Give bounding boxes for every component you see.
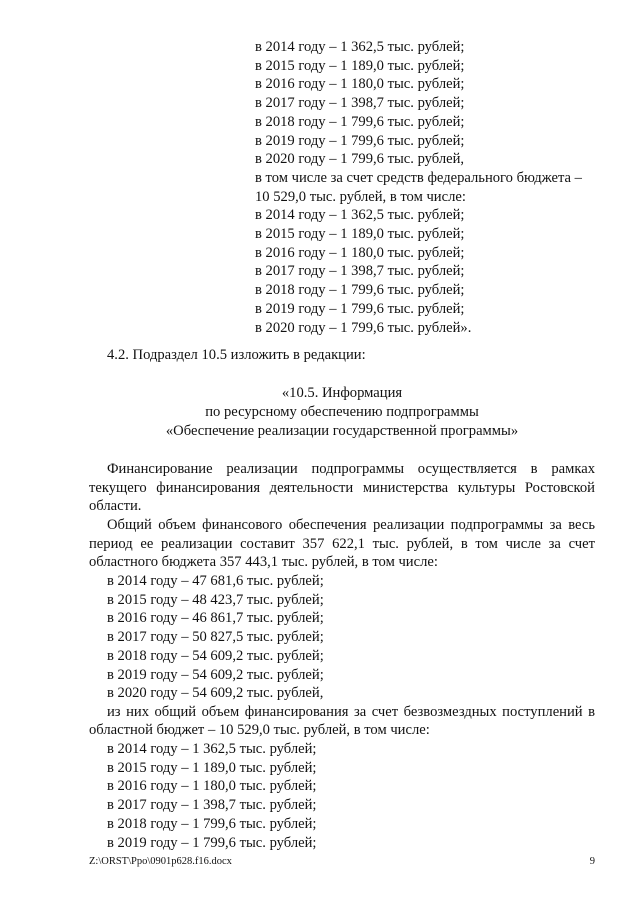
paragraph-2-line-2: период ее реализации составит 357 622,1 тыс. рублей, в том числе за счет — [89, 536, 595, 552]
list-item: в 2015 году – 1 189,0 тыс. рублей; — [255, 57, 465, 74]
list-item: в том числе за счет средств федерального бюджета – — [255, 169, 582, 186]
section-heading-line-3: «Обеспечение реализации государственной программы» — [165, 423, 519, 439]
list-item: в 2016 году – 1 180,0 тыс. рублей; — [255, 76, 465, 93]
page-number: 9 — [589, 856, 595, 867]
list-item: в 2017 году – 1 398,7 тыс. рублей; — [255, 95, 465, 112]
section-heading-line-2: по ресурсному обеспечению подпрограммы — [205, 404, 479, 420]
list-item: в 2019 году – 54 609,2 тыс. рублей; — [107, 666, 324, 683]
list-item: в 2019 году – 1 799,6 тыс. рублей; — [107, 834, 317, 851]
footer-file-path: Z:\ORST\Ppo\0901p628.f16.docx — [89, 856, 232, 867]
list-item: в 2017 году – 50 827,5 тыс. рублей; — [107, 629, 324, 646]
list-item: в 2020 году – 54 609,2 тыс. рублей, — [107, 685, 324, 702]
section-heading-line-1: «10.5. Информация — [281, 385, 403, 401]
paragraph-3-line-1: из них общий объем финансирования за счет безвозмездных поступлений в — [107, 704, 595, 720]
paragraph-2-line-3: областного бюджета 357 443,1 тыс. рублей, в том числе: — [89, 554, 438, 570]
paragraph-3-line-2: областной бюджет – 10 529,0 тыс. рублей, в том числе: — [89, 722, 430, 738]
list-item: в 2018 году – 1 799,6 тыс. рублей; — [255, 113, 465, 130]
list-item: в 2018 году – 1 799,6 тыс. рублей; — [255, 282, 465, 299]
yearly-funding-list — [107, 572, 324, 703]
list-item: в 2016 году – 1 180,0 тыс. рублей; — [107, 778, 317, 795]
list-item: в 2020 году – 1 799,6 тыс. рублей». — [255, 319, 472, 336]
list-item: в 2019 году – 1 799,6 тыс. рублей; — [255, 300, 465, 317]
list-item: в 2015 году – 48 423,7 тыс. рублей; — [107, 591, 324, 608]
list-item: в 2018 году – 1 799,6 тыс. рублей; — [107, 815, 317, 832]
item-4-2: 4.2. Подраздел 10.5 изложить в редакции: — [107, 347, 366, 363]
list-item: в 2016 году – 1 180,0 тыс. рублей; — [255, 244, 465, 261]
list-item: в 2017 году – 1 398,7 тыс. рублей; — [255, 263, 465, 280]
list-item: в 2015 году – 1 189,0 тыс. рублей; — [255, 226, 465, 243]
paragraph-1-line-3: области. — [89, 498, 142, 514]
list-item: в 2014 году – 1 362,5 тыс. рублей; — [255, 39, 465, 55]
list-item: в 2016 году – 46 861,7 тыс. рублей; — [107, 610, 324, 627]
list-item: в 2014 году – 1 362,5 тыс. рублей; — [107, 741, 317, 757]
list-item: в 2015 году – 1 189,0 тыс. рублей; — [107, 759, 317, 776]
paragraph-1-line-2: текущего финансирования деятельности министерства культуры Ростовской — [89, 480, 595, 496]
list-item: 10 529,0 тыс. рублей, в том числе: — [255, 188, 466, 205]
funding-list-continuation — [255, 38, 582, 337]
paragraph-2-line-1: Общий объем финансового обеспечения реализации подпрограммы за весь — [107, 517, 595, 533]
grant-funding-list — [107, 740, 316, 852]
list-item: в 2014 году – 47 681,6 тыс. рублей; — [107, 573, 324, 589]
list-item: в 2017 году – 1 398,7 тыс. рублей; — [107, 797, 317, 814]
list-item: в 2020 году – 1 799,6 тыс. рублей, — [255, 151, 465, 168]
paragraph-1-line-1: Финансирование реализации подпрограммы осуществляется в рамках — [107, 461, 595, 477]
list-item: в 2018 году – 54 609,2 тыс. рублей; — [107, 647, 324, 664]
list-item: в 2019 году – 1 799,6 тыс. рублей; — [255, 132, 465, 149]
list-item: в 2014 году – 1 362,5 тыс. рублей; — [255, 207, 465, 224]
